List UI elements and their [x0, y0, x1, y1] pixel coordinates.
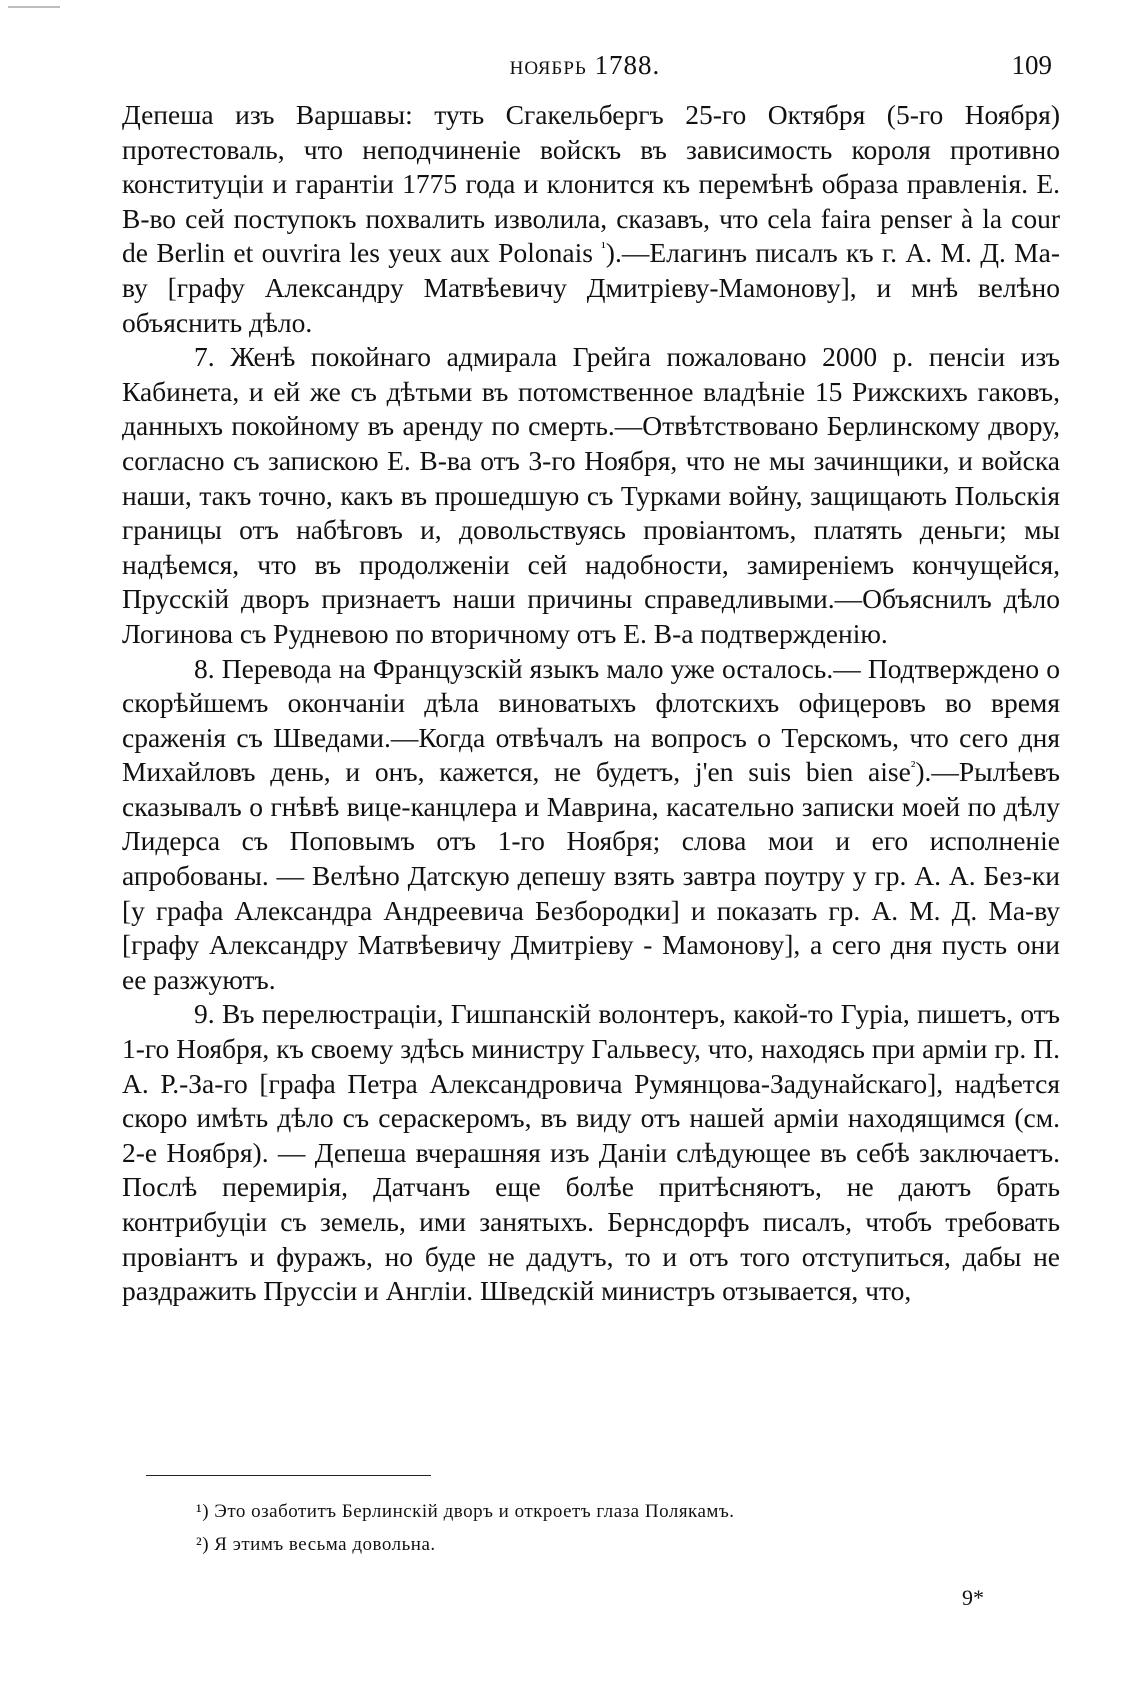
footnote-mark: ¹): [196, 1501, 210, 1522]
footnote-text: Это озаботитъ Берлинскій дворъ и откроетъ глаза Полякамъ.: [214, 1501, 735, 1522]
footnote-2: [196, 1528, 1056, 1561]
footnotes: [196, 1495, 1056, 1561]
footnote-ref: ²: [910, 759, 916, 776]
page-header: [110, 50, 1060, 100]
paragraph-text: Депеша изъ Варшавы: туть Сгакельбергъ 25-го Октября (5-го Ноября) протестоваль, что неподчиненіе войскъ въ зависимость короля противно конституціи и гарантіи 1775 года и клонится къ перемѣнѣ образа правленія. Е. В-во сей поступокъ похвалить изволила, сказавъ, что cela faira penser à la cour de Berlin et ouvrira les yeux aux Polonais: [122, 99, 1060, 269]
running-title: ноябрь 1788.: [509, 50, 661, 80]
paragraph-7: 7. Женѣ покойнаго адмирала Грейга пожаловано 2000 р. пенсіи изъ Кабинета, и ей же съ дѣтьми въ потомственное владѣніе 15 Рижскихъ гаковъ, данныхъ покойному въ аренду по смерть.—Отвѣтствовано Берлинскому двору, согласно съ запискою Е. В-ва отъ 3-го Ноября, что не мы зачинщики, и войска наши, такъ точно, какъ въ прошедшую съ Турками войну, защищають Польскія границы отъ набѣговъ и, довольствуясь провіантомъ, платять деньги; мы надѣемся, что въ продолженіи сей надобности, замиреніемъ кончущейся, Прусскій дворъ признаетъ наши причины справедливыми.—Объяснилъ дѣло Логинова съ Рудневою по вторичному отъ Е. В-а подтвержденію.: [122, 341, 1060, 649]
footnote-mark: ²): [196, 1534, 210, 1555]
scan-corner-mark: [8, 6, 60, 8]
main-text: [122, 98, 1060, 1309]
footnote-1: [196, 1495, 1056, 1528]
page-number: 109: [1011, 50, 1052, 80]
paragraph-9: 9. Въ перелюстраціи, Гишпанскій волонтеръ, какой-то Гуріа, пишетъ, отъ 1-го Ноября, къ своему здѣсь министру Гальвесу, что, находясь при арміи гр. П. А. Р.-За-го [графа Петра Александровича Румянцова-Задунайскаго], надѣется скоро имѣть дѣло съ сераскеромъ, въ виду отъ нашей арміи находящимся (см. 2-е Ноября). — Депеша вчерашняя изъ Даніи слѣдующее въ себѣ заключаетъ. Послѣ перемирія, Датчанъ еще болѣе притѣсняютъ, не даютъ брать контрибуціи съ земель, ими занятыхъ. Бернсдорфъ писалъ, чтобъ требовать провіантъ и фуражъ, но буде не дадутъ, то и отъ того отступиться, дабы не раздражить Пруссіи и Англіи. Шведскій министръ отзывается, что,: [122, 998, 1060, 1307]
paragraph-text-continued: ).—Елагинъ писалъ къ г. А. М. Д. Ма-ву [графу Александру Матвѣевичу Дмитріеву-Мамонову], и мнѣ велѣно объяснить дѣло.: [122, 237, 1060, 338]
printer-signature-mark: 9*: [962, 1585, 984, 1610]
paragraph-text-continued: ).—Рылѣевъ сказывалъ о гнѣвѣ вице-канцлера и Маврина, касательно записки моей по дѣлу Лидерса съ Поповымъ отъ 1-го Ноября; слова мои и его исполненіе апробованы. — Велѣно Датскую депешу взять завтра поутру у гр. А. А. Без-ки [у графа Александра Андреевича Безбородки] и показать гр. А. М. Д. Ма-ву [графу Александру Матвѣевичу Дмитріеву - Мамонову], а сего дня пусть они ее разжуютъ.: [122, 756, 1060, 995]
paragraph-text: 8. Перевода на Французскій языкъ мало уже осталось.— Подтверждено о скорѣйшемъ окончаніи дѣла виноватыхъ флотскихъ офицеровъ во время сраженія съ Шведами.—Когда отвѣчалъ на вопросъ о Терскомъ, что сего дня Михайловъ день, и онъ, кажется, не будетъ, j'en suis bien aise: [122, 652, 1060, 788]
paragraph-dispatch-warsaw: [122, 98, 1060, 340]
paragraph-8: [122, 652, 1060, 998]
footnote-ref: ¹: [601, 240, 606, 257]
footnote-separator: [146, 1475, 431, 1476]
footnote-text: Я этимъ весьма довольна.: [214, 1534, 436, 1555]
